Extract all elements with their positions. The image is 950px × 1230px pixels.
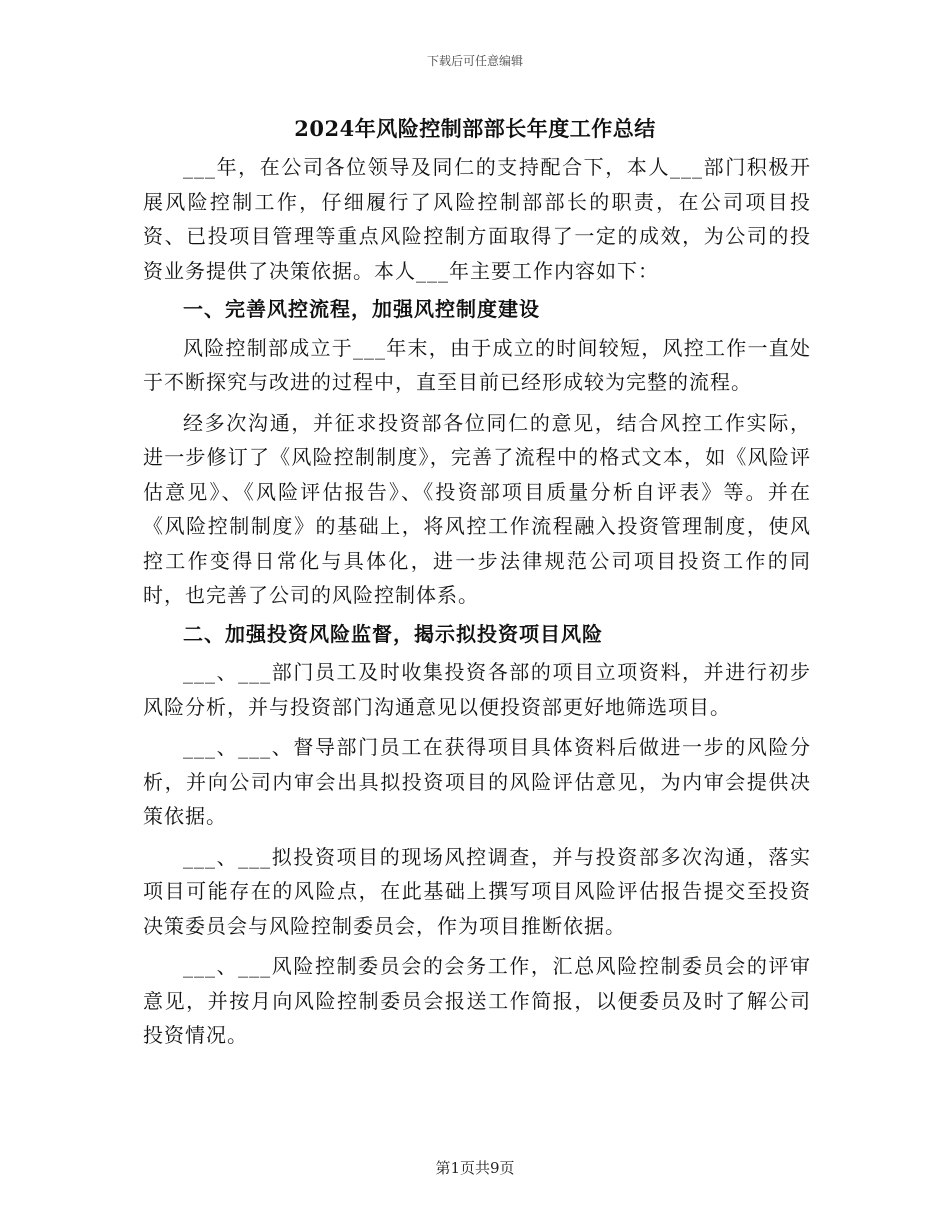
- section-heading-2: 二、加强投资风险监督，揭示拟投资项目风险: [183, 621, 603, 646]
- paragraph: ___、___风险控制委员会的会务工作，汇总风险控制委员会的评审意见，并按月向风险控制委员会报送工作简报，以便委员及时了解公司投资情况。: [143, 954, 811, 1047]
- paragraph: ___、___、督导部门员工在获得项目具体资料后做进一步的风险分析，并向公司内审会出具拟投资项目的风险评估意见，为内审会提供决策依据。: [143, 735, 811, 828]
- section-heading-1: 一、完善风控流程，加强风控制度建设: [183, 297, 540, 321]
- paragraph: 风险控制部成立于___年末，由于成立的时间较短，风控工作一直处于不断探究与改进的过程中，直至目前已经形成较为完整的流程。: [143, 335, 811, 394]
- paragraph: ___、___拟投资项目的现场风控调查，并与投资部多次沟通，落实项目可能存在的风险点，在此基础上撰写项目风险评估报告提交至投资决策委员会与风险控制委员会，作为项目推断依据。: [143, 844, 811, 938]
- intro-paragraph: ___年，在公司各位领导及同仁的支持配合下，本人___部门积极开展风险控制工作，仔细履行了风险控制部部长的职责，在公司项目投资、已投项目管理等重点风险控制方面取得了一定的成效，为公司的投资业务提供了决策依据。本人___年主要工作内容如下：: [143, 155, 811, 283]
- paragraph: ___、___部门员工及时收集投资各部的项目立项资料，并进行初步风险分析，并与投资部门沟通意见以便投资部更好地筛选项目。: [143, 660, 811, 719]
- page-header: 下载后可任意编辑: [426, 54, 523, 68]
- page-footer: 第1页共9页: [435, 1159, 515, 1177]
- paragraph: 经多次沟通，并征求投资部各位同仁的意见，结合风控工作实际，进一步修订了《风险控制制度》，完善了流程中的格式文本，如《风险评估意见》、《风险评估报告》、《投资部项目质量分析自评表》等。并在《风险控制制度》的基础上，将风控工作流程融入投资管理制度，使风控工作变得日常化与具体化，进一步法律规范公司项目投资工作的同时，也完善了公司的风险控制体系。: [143, 410, 811, 607]
- document-body: [143, 150, 811, 1053]
- document-title: 2024年风险控制部部长年度工作总结: [294, 116, 656, 141]
